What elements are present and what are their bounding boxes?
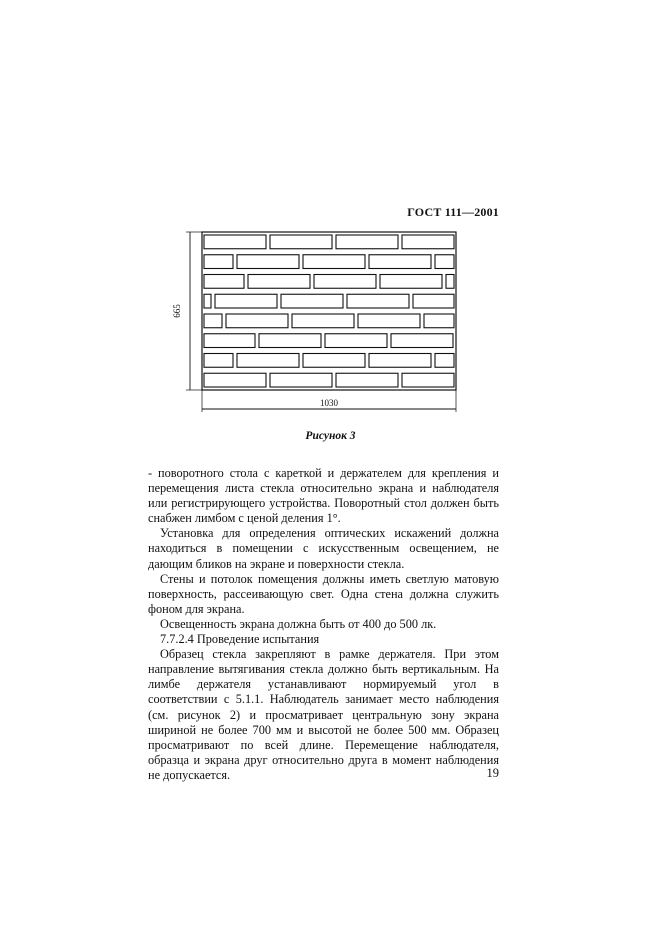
brick [259, 334, 321, 348]
brick [204, 235, 266, 249]
brick [380, 275, 442, 289]
brick [226, 314, 288, 328]
brick [391, 334, 453, 348]
brick [270, 235, 332, 249]
brick [270, 373, 332, 387]
brick [248, 275, 310, 289]
brick-pattern [204, 235, 454, 387]
brick [204, 373, 266, 387]
brick [215, 294, 277, 308]
width-dimension-label: 1030 [320, 398, 338, 408]
brick [303, 354, 365, 368]
brick [402, 373, 454, 387]
figure-caption: Рисунок 3 [305, 430, 356, 442]
brick [358, 314, 420, 328]
paragraph: Стены и потолок помещения должны иметь светлую матовую поверхность, рассеивающую свет. Одна стена должна служить фоном для экрана. [148, 571, 499, 616]
height-dimension-label: 665 [172, 304, 182, 318]
brick [237, 255, 299, 269]
brick [446, 275, 454, 289]
page-number: 19 [486, 766, 499, 780]
brick [369, 354, 431, 368]
brick [204, 314, 222, 328]
brick [204, 354, 233, 368]
brick [336, 373, 398, 387]
brick [204, 255, 233, 269]
brick [347, 294, 409, 308]
brick [435, 255, 454, 269]
brick [435, 354, 454, 368]
brick [204, 294, 211, 308]
brick [314, 275, 376, 289]
brick [237, 354, 299, 368]
brick [281, 294, 343, 308]
brick-wall-figure [170, 226, 470, 416]
body-text [148, 466, 499, 783]
brick [204, 334, 255, 348]
brick [369, 255, 431, 269]
brick [325, 334, 387, 348]
brick [292, 314, 354, 328]
brick [424, 314, 454, 328]
brick [413, 294, 454, 308]
wall-outline [202, 232, 456, 390]
brick [303, 255, 365, 269]
brick [204, 275, 244, 289]
paragraph: Установка для определения оптических искажений должна находиться в помещении с искусственным освещением, не дающим бликов на экране и поверхности стекла. [148, 526, 499, 571]
paragraph: Освещенность экрана должна быть от 400 до 500 лк. [160, 616, 437, 631]
document-code: ГОСТ 111—2001 [407, 205, 499, 219]
paragraph: Образец стекла закрепляют в рамке держателя. При этом направление вытягивания стекла должно быть вертикальным. На лимбе держателя устанавливают нормируемый угол в соответствии с 5.1.1. Наблюдатель занимает место наблюдения (см. рисунок 2) и просматривает центральную зону экрана шириной не более 700 мм и высотой не более 500 мм. Образец просматривают по всей длине. Перемещение наблюдателя, образца и экрана друг относительно друга в момент наблюдения не допускается. [148, 647, 499, 782]
paragraph: - поворотного стола с кареткой и держателем для крепления и перемещения листа стекла относительно экрана и наблюдателя или регистрирующего устройства. Поворотный стол должен быть снабжен лимбом с ценой деления 1°. [148, 466, 499, 526]
section-heading: 7.7.2.4 Проведение испытания [160, 632, 320, 647]
brick [402, 235, 454, 249]
brick [336, 235, 398, 249]
